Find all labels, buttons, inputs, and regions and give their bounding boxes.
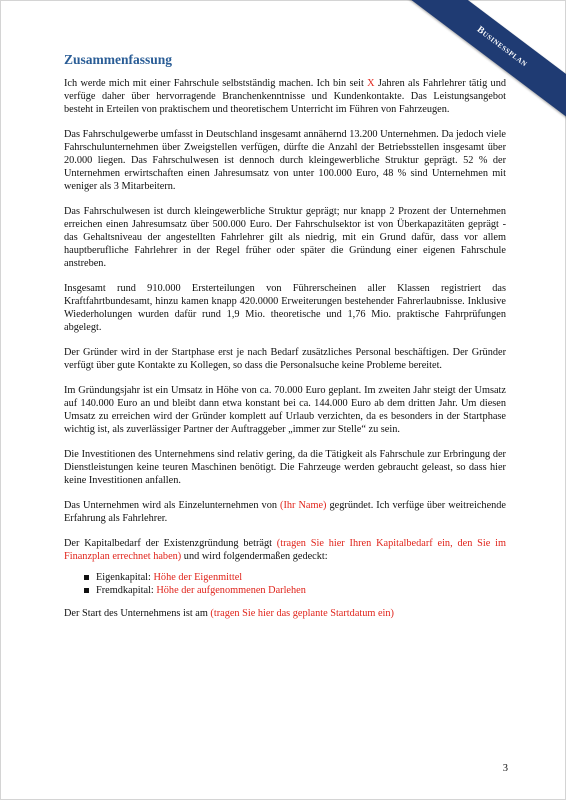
text: Der Start des Unternehmens ist am [64,608,211,619]
list-item [84,584,506,597]
text: Jahren als Fahrlehrer tätig und verfüge daher über hervorragende Branchenkenntnisse und Kundenkontakte. Das Leistungsangebot besteht in Erteilen von praktischem und theoretischem Unterricht im Führen von Fahrzeugen. [64,78,507,115]
page-number: 3 [502,763,508,774]
paragraph-start [64,607,506,620]
paragraph-capital [64,537,506,563]
document-body [64,52,506,632]
section-title: Zusammenfassung [64,52,173,67]
text: Das Unternehmen wird als Einzelunternehmen von [64,500,281,511]
placeholder-equity: Höhe der Eigenmittel [153,572,243,583]
placeholder-debt: Höhe der aufgenommenen Darlehen [156,585,306,596]
paragraph-market: Das Fahrschulgewerbe umfasst in Deutschland insgesamt annähernd 13.200 Unternehmen. Da jedoch viele Fahrschulunternehmen über Zweigstellen verfügen, dürfte die Anzahl der Betriebsstellen insgesamt über 20.000 liegen. Das Fahrschulwesen ist dennoch durch kleingewerbliche Struktur geprägt. 52 % der Unternehmen erwirtschaften einen Jahresumsatz von unter 100.000 Euro, 48 % sind Unternehmen mit weniger als 3 Mitarbeitern. [64,129,506,192]
list-item [84,571,506,584]
bullet-icon [84,588,89,593]
paragraph-investments: Die Investitionen des Unternehmens sind relativ gering, da die Tätigkeit als Fahrschule zur Erbringung der Dienstleistungen keine teuren Maschinen benötigt. Die Fahrzeuge werden gebraucht geleast, so dass hier keine Investitionen anfallen. [64,449,506,486]
placeholder-name: (Ihr Name) [280,500,327,511]
placeholder-capital: (tragen Sie hier Ihren Kapitalbedarf ein, den Sie im Finanzplan errechnet haben) [64,538,506,562]
text: und wird folgendermaßen gedeckt: [181,551,328,562]
funding-label: Eigenkapital: [96,572,154,583]
paragraph-legal-form [64,499,506,525]
funding-list [64,571,506,597]
placeholder-years: X [367,78,375,89]
placeholder-start-date: (tragen Sie hier das geplante Startdatum ein) [210,608,394,619]
paragraph-licenses: Insgesamt rund 910.000 Ersterteilungen von Führerscheinen aller Klassen registriert das Kraftfahrtbundesamt, hinzu kamen knapp 420.0000 Erweiterungen bestehender Fahrerlaubnisse. Inklusive Wiederholungen wurden dafür rund 1,9 Mio. theoretische und 1,76 Mio. praktische Fahrprüfungen abgelegt. [64,283,506,333]
text: gegründet. Ich verfüge über weitreichende Erfahrung als Fahrlehrer. [64,500,507,524]
paragraph-structure: Das Fahrschulwesen ist durch kleingewerbliche Struktur geprägt; nur knapp 2 Prozent der Unternehmen erreichen einen Jahresumsatz über 500.000 Euro. Der Fahrschulsektor ist von Überkapazitäten geprägt - das Gehaltsniveau der angestellten Fahrlehrer gilt als niedrig, mit ein Grund dafür, dass vor allem hauptberufliche Fahrlehrer in der Regel früher oder später die Gründung einer eigenen Fahrschule anstreben. [64,206,506,269]
funding-label: Fremdkapital: [96,585,157,596]
paragraph-intro [64,77,506,116]
bullet-icon [84,575,89,580]
text: Der Kapitalbedarf der Existenzgründung beträgt [64,538,277,549]
paragraph-revenue: Im Gründungsjahr ist ein Umsatz in Höhe von ca. 70.000 Euro geplant. Im zweiten Jahr steigt der Umsatz auf 140.000 Euro an und bleibt dann etwa konstant bei ca. 144.000 Euro ab dem dritten Jahr. Um diesen Umsatz zu erreichen wird der Gründer komplett auf Urlaub verzichten, da es besonders in der Startphase wichtig ist, als zuverlässiger Partner der Auftraggeber „immer zur Stelle“ zu sein. [64,385,506,435]
text: Ich werde mich mit einer Fahrschule selbstständig machen. Ich bin seit [64,78,368,89]
paragraph-staff: Der Gründer wird in der Startphase erst je nach Bedarf zusätzliches Personal beschäftigen. Der Gründer verfügt über gute Kontakte zu Kollegen, so dass die Personalsuche keine Probleme bereitet. [64,347,506,371]
banner-label: Businessplan [474,24,530,70]
